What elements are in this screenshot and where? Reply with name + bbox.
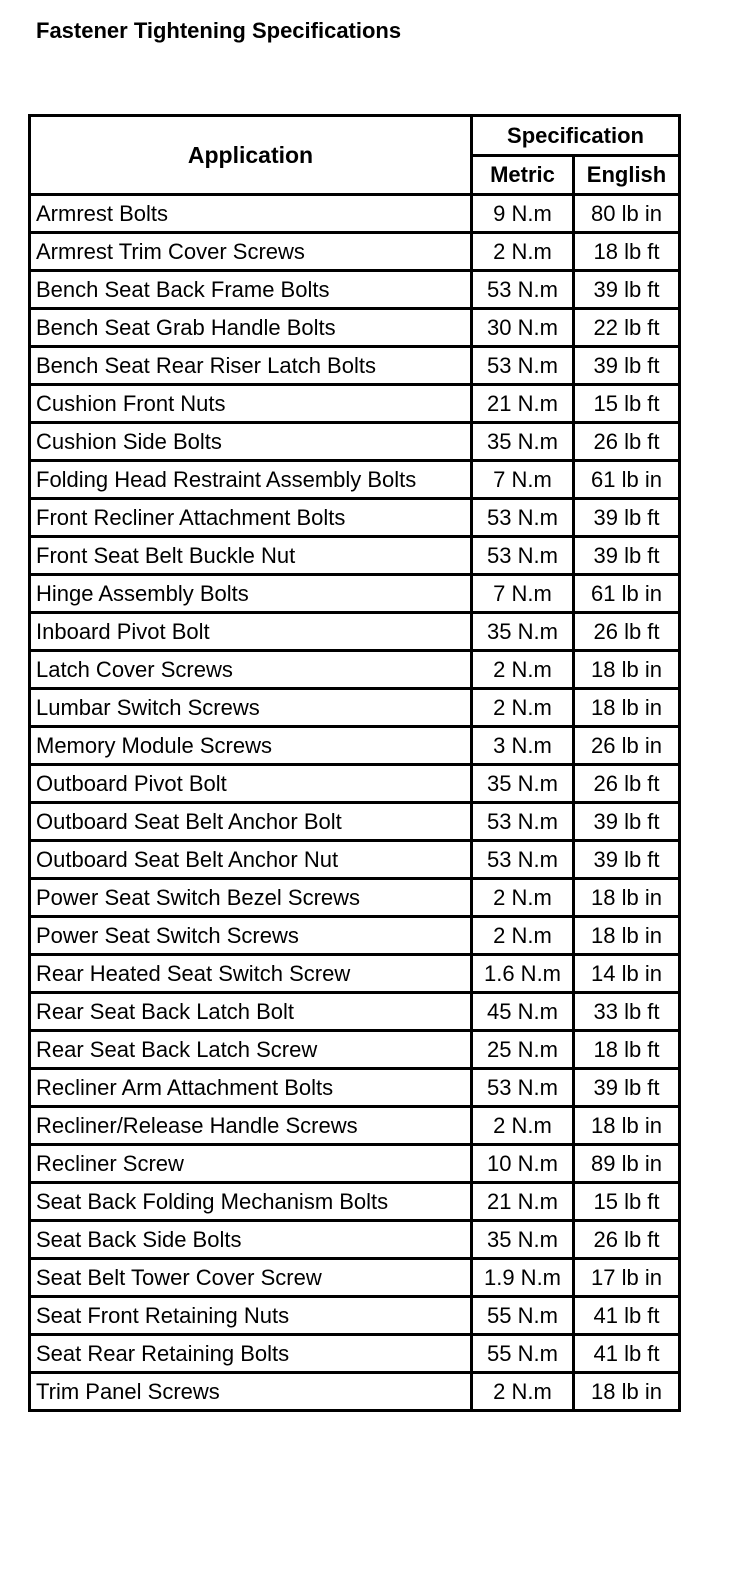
metric-cell: 2 N.m: [472, 233, 574, 271]
metric-cell: 7 N.m: [472, 575, 574, 613]
metric-cell: 7 N.m: [472, 461, 574, 499]
application-cell: Hinge Assembly Bolts: [30, 575, 472, 613]
table-row: [30, 309, 680, 347]
table-row: [30, 955, 680, 993]
table-row: [30, 803, 680, 841]
metric-cell: 53 N.m: [472, 537, 574, 575]
english-cell: 39 lb ft: [574, 841, 680, 879]
table-row: [30, 689, 680, 727]
application-cell: Bench Seat Back Frame Bolts: [30, 271, 472, 309]
application-cell: Memory Module Screws: [30, 727, 472, 765]
english-cell: 80 lb in: [574, 195, 680, 233]
table-row: [30, 879, 680, 917]
english-cell: 18 lb in: [574, 1107, 680, 1145]
metric-cell: 21 N.m: [472, 1183, 574, 1221]
english-cell: 18 lb ft: [574, 233, 680, 271]
application-cell: Outboard Seat Belt Anchor Nut: [30, 841, 472, 879]
english-cell: 14 lb in: [574, 955, 680, 993]
application-cell: Recliner/Release Handle Screws: [30, 1107, 472, 1145]
metric-cell: 1.9 N.m: [472, 1259, 574, 1297]
metric-cell: 3 N.m: [472, 727, 574, 765]
english-cell: 89 lb in: [574, 1145, 680, 1183]
english-cell: 15 lb ft: [574, 1183, 680, 1221]
application-cell: Cushion Side Bolts: [30, 423, 472, 461]
english-cell: 61 lb in: [574, 461, 680, 499]
table-row: [30, 1259, 680, 1297]
metric-cell: 55 N.m: [472, 1335, 574, 1373]
english-cell: 39 lb ft: [574, 271, 680, 309]
table-row: [30, 841, 680, 879]
application-cell: Rear Seat Back Latch Bolt: [30, 993, 472, 1031]
application-cell: Armrest Bolts: [30, 195, 472, 233]
application-cell: Recliner Screw: [30, 1145, 472, 1183]
metric-cell: 2 N.m: [472, 879, 574, 917]
metric-cell: 53 N.m: [472, 1069, 574, 1107]
table-row: [30, 347, 680, 385]
application-cell: Folding Head Restraint Assembly Bolts: [30, 461, 472, 499]
application-cell: Cushion Front Nuts: [30, 385, 472, 423]
english-cell: 39 lb ft: [574, 803, 680, 841]
application-cell: Bench Seat Grab Handle Bolts: [30, 309, 472, 347]
application-cell: Front Recliner Attachment Bolts: [30, 499, 472, 537]
application-cell: Rear Seat Back Latch Screw: [30, 1031, 472, 1069]
application-cell: Power Seat Switch Bezel Screws: [30, 879, 472, 917]
table-row: [30, 1107, 680, 1145]
application-cell: Inboard Pivot Bolt: [30, 613, 472, 651]
metric-cell: 2 N.m: [472, 651, 574, 689]
table-row: [30, 993, 680, 1031]
application-cell: Recliner Arm Attachment Bolts: [30, 1069, 472, 1107]
english-cell: 15 lb ft: [574, 385, 680, 423]
metric-cell: 35 N.m: [472, 765, 574, 803]
english-cell: 33 lb ft: [574, 993, 680, 1031]
metric-cell: 35 N.m: [472, 613, 574, 651]
table-row: [30, 499, 680, 537]
table-row: [30, 1297, 680, 1335]
application-cell: Lumbar Switch Screws: [30, 689, 472, 727]
application-cell: Outboard Pivot Bolt: [30, 765, 472, 803]
english-cell: 39 lb ft: [574, 537, 680, 575]
english-cell: 39 lb ft: [574, 499, 680, 537]
english-cell: 18 lb in: [574, 651, 680, 689]
table-row: [30, 1031, 680, 1069]
table-row: [30, 575, 680, 613]
application-cell: Trim Panel Screws: [30, 1373, 472, 1411]
english-cell: 18 lb ft: [574, 1031, 680, 1069]
english-column-header: English: [574, 155, 680, 195]
english-cell: 18 lb in: [574, 917, 680, 955]
english-cell: 26 lb ft: [574, 423, 680, 461]
metric-cell: 2 N.m: [472, 1107, 574, 1145]
table-row: [30, 271, 680, 309]
table-row: [30, 1221, 680, 1259]
application-cell: Power Seat Switch Screws: [30, 917, 472, 955]
table-row: [30, 233, 680, 271]
english-cell: 17 lb in: [574, 1259, 680, 1297]
english-cell: 41 lb ft: [574, 1335, 680, 1373]
metric-cell: 53 N.m: [472, 271, 574, 309]
application-column-header: Application: [30, 116, 472, 195]
metric-cell: 2 N.m: [472, 689, 574, 727]
english-cell: 18 lb in: [574, 1373, 680, 1411]
table-row: [30, 917, 680, 955]
application-cell: Outboard Seat Belt Anchor Bolt: [30, 803, 472, 841]
application-cell: Rear Heated Seat Switch Screw: [30, 955, 472, 993]
english-cell: 26 lb ft: [574, 765, 680, 803]
table-row: [30, 765, 680, 803]
metric-cell: 25 N.m: [472, 1031, 574, 1069]
table-row: [30, 195, 680, 233]
metric-cell: 45 N.m: [472, 993, 574, 1031]
table-row: [30, 423, 680, 461]
metric-cell: 1.6 N.m: [472, 955, 574, 993]
table-row: [30, 1183, 680, 1221]
specification-group-header: Specification: [472, 116, 680, 156]
table-row: [30, 1069, 680, 1107]
application-cell: Seat Back Folding Mechanism Bolts: [30, 1183, 472, 1221]
table-body: [30, 195, 680, 1411]
metric-cell: 2 N.m: [472, 917, 574, 955]
english-cell: 61 lb in: [574, 575, 680, 613]
english-cell: 18 lb in: [574, 689, 680, 727]
fastener-spec-table: [28, 114, 681, 1412]
application-cell: Seat Belt Tower Cover Screw: [30, 1259, 472, 1297]
metric-cell: 35 N.m: [472, 1221, 574, 1259]
application-cell: Front Seat Belt Buckle Nut: [30, 537, 472, 575]
metric-cell: 35 N.m: [472, 423, 574, 461]
page-title: Fastener Tightening Specifications: [36, 18, 402, 43]
metric-cell: 10 N.m: [472, 1145, 574, 1183]
metric-cell: 53 N.m: [472, 347, 574, 385]
table-row: [30, 385, 680, 423]
table-row: [30, 1373, 680, 1411]
table-row: [30, 1335, 680, 1373]
application-cell: Seat Rear Retaining Bolts: [30, 1335, 472, 1373]
table-row: [30, 1145, 680, 1183]
metric-cell: 53 N.m: [472, 803, 574, 841]
metric-cell: 53 N.m: [472, 841, 574, 879]
metric-cell: 30 N.m: [472, 309, 574, 347]
application-cell: Bench Seat Rear Riser Latch Bolts: [30, 347, 472, 385]
table-row: [30, 461, 680, 499]
english-cell: 41 lb ft: [574, 1297, 680, 1335]
english-cell: 22 lb ft: [574, 309, 680, 347]
table-row: [30, 613, 680, 651]
table-header: [30, 116, 680, 195]
application-cell: Armrest Trim Cover Screws: [30, 233, 472, 271]
english-cell: 26 lb ft: [574, 1221, 680, 1259]
english-cell: 26 lb in: [574, 727, 680, 765]
english-cell: 39 lb ft: [574, 1069, 680, 1107]
table-row: [30, 727, 680, 765]
application-cell: Latch Cover Screws: [30, 651, 472, 689]
metric-cell: 9 N.m: [472, 195, 574, 233]
metric-cell: 53 N.m: [472, 499, 574, 537]
metric-column-header: Metric: [472, 155, 574, 195]
table-row: [30, 537, 680, 575]
english-cell: 18 lb in: [574, 879, 680, 917]
header-row-top: [30, 116, 680, 156]
english-cell: 26 lb ft: [574, 613, 680, 651]
metric-cell: 2 N.m: [472, 1373, 574, 1411]
metric-cell: 21 N.m: [472, 385, 574, 423]
table-row: [30, 651, 680, 689]
metric-cell: 55 N.m: [472, 1297, 574, 1335]
application-cell: Seat Front Retaining Nuts: [30, 1297, 472, 1335]
english-cell: 39 lb ft: [574, 347, 680, 385]
application-cell: Seat Back Side Bolts: [30, 1221, 472, 1259]
